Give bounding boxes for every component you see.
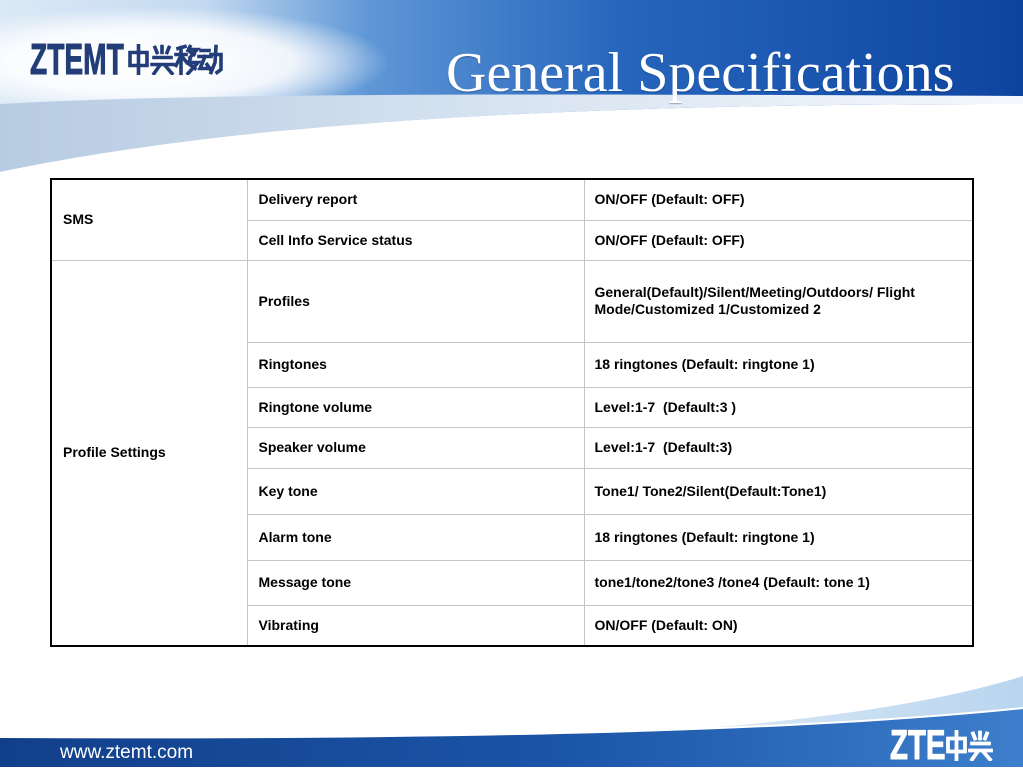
spec-value-cell: tone1/tone2/tone3 /tone4 (Default: tone 1) [584,560,973,605]
slide-title: General Specifications [446,42,955,104]
category-cell-profile-settings: Profile Settings [51,260,247,646]
spec-value-cell: Level:1-7 (Default:3 ) [584,387,973,427]
spec-name-cell: Alarm tone [247,514,584,560]
spec-name-cell: Vibrating [247,605,584,646]
spec-name-cell: Message tone [247,560,584,605]
spec-value-cell: Tone1/ Tone2/Silent(Default:Tone1) [584,468,973,514]
footer-brand-cn-glyphs [945,730,993,761]
spec-name-cell: Cell Info Service status [247,220,584,260]
spec-name-cell: Ringtones [247,342,584,387]
footer-url: www.ztemt.com [60,742,194,763]
spec-name-cell: Delivery report [247,179,584,220]
spec-table [50,178,974,647]
spec-value-cell: 18 ringtones (Default: ringtone 1) [584,342,973,387]
spec-value-cell: Level:1-7 (Default:3) [584,427,973,468]
spec-value-cell: 18 ringtones (Default: ringtone 1) [584,514,973,560]
spec-value-cell: ON/OFF (Default: ON) [584,605,973,646]
spec-value-cell: ON/OFF (Default: OFF) [584,220,973,260]
logo-wordmark: ZTEMT [30,35,124,84]
spec-value-cell: General(Default)/Silent/Meeting/Outdoors/ Flight Mode/Customized 1/Customized 2 [584,260,973,342]
spec-value-cell: ON/OFF (Default: OFF) [584,179,973,220]
spec-row [51,260,973,342]
spec-name-cell: Ringtone volume [247,387,584,427]
spec-name-cell: Speaker volume [247,427,584,468]
logo-cn-glyphs [127,44,223,75]
spec-name-cell: Profiles [247,260,584,342]
category-cell-sms: SMS [51,179,247,260]
footer-brand-wordmark: ZTE [890,721,946,768]
spec-name-cell: Key tone [247,468,584,514]
spec-row [51,179,973,220]
